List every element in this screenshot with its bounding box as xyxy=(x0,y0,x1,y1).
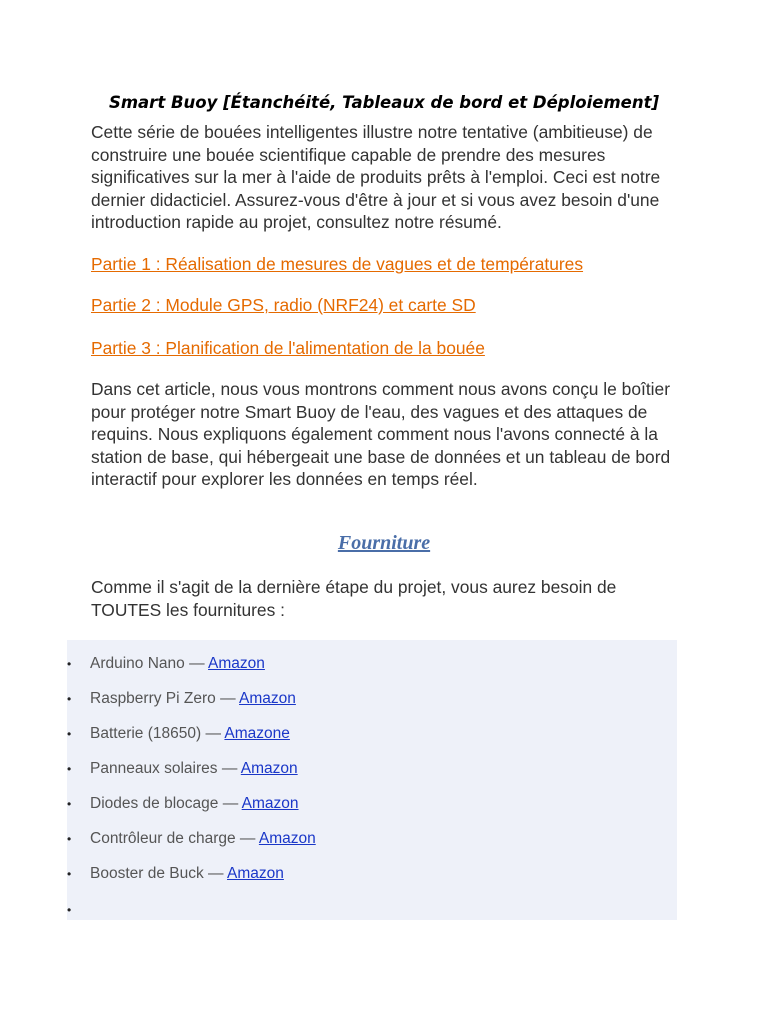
supply-name: Arduino Nano — xyxy=(90,655,209,672)
bullet-icon xyxy=(67,899,75,921)
list-item-text xyxy=(90,793,299,815)
list-item-text xyxy=(90,758,298,780)
part-3-link[interactable]: Partie 3 : Planification de l'alimentation de la bouée xyxy=(91,338,485,358)
bullet-icon xyxy=(67,653,75,675)
intro-paragraph: Cette série de bouées intelligentes illustre notre tentative (ambitieuse) de construire une bouée scientifique capable de prendre des mesures significatives sur la mer à l'aide de produits prêts à l'emploi. Ceci est notre dernier didacticiel. Assurez-vous d'être à jour et si vous avez besoin d'une introduction rapide au projet, consultez notre résumé. xyxy=(91,122,661,232)
list-item xyxy=(67,828,667,850)
document-title: Smart Buoy [Étanchéité, Tableaux de bord et Déploiement] xyxy=(108,93,660,112)
supply-link[interactable]: Amazon xyxy=(241,795,299,812)
list-item-text xyxy=(90,723,290,745)
part-3-paragraph xyxy=(91,337,485,359)
supply-name: Batterie (18650) — xyxy=(90,725,225,742)
bullet-icon xyxy=(67,793,75,815)
article-paragraph: Dans cet article, nous vous montrons comment nous avons conçu le boîtier pour protéger notre Smart Buoy de l'eau, des vagues et des attaques de requins. Nous expliquons également comment nous l'avons connecté à la station de base, qui hébergeait une base de données et un tableau de bord interactif pour explorer les données en temps réel. xyxy=(91,379,671,489)
list-item xyxy=(67,653,667,675)
supply-link[interactable]: Amazon xyxy=(227,865,284,882)
bullet-icon xyxy=(67,758,75,780)
supply-link[interactable]: Amazon xyxy=(208,655,265,672)
list-item xyxy=(67,758,667,780)
supplies-intro: Comme il s'agit de la dernière étape du projet, vous aurez besoin de TOUTES les fournitures : xyxy=(91,577,617,620)
part-1-paragraph xyxy=(91,253,583,275)
list-item-text xyxy=(90,688,296,710)
supply-name: Raspberry Pi Zero — xyxy=(90,690,240,707)
supply-name: Diodes de blocage — xyxy=(90,795,242,812)
bullet-icon xyxy=(67,863,75,885)
bullet-icon xyxy=(67,828,75,850)
part-2-link[interactable]: Partie 2 : Module GPS, radio (NRF24) et carte SD xyxy=(91,295,476,315)
list-item-text xyxy=(90,653,265,675)
supplies-heading: Fourniture xyxy=(337,532,431,554)
supply-name: Contrôleur de charge — xyxy=(90,830,259,847)
supply-name: Panneaux solaires — xyxy=(90,760,241,777)
bullet-icon xyxy=(67,723,75,745)
part-1-link[interactable]: Partie 1 : Réalisation de mesures de vagues et de températures xyxy=(91,254,584,274)
list-item xyxy=(67,793,667,815)
bullet-icon xyxy=(67,688,75,710)
supplies-list-box xyxy=(67,640,677,920)
supply-link[interactable]: Amazon xyxy=(240,760,298,777)
part-2-paragraph xyxy=(91,294,476,316)
supply-link[interactable]: Amazone xyxy=(224,725,290,742)
supply-name: Booster de Buck — xyxy=(90,865,227,882)
supply-link[interactable]: Amazon xyxy=(239,690,296,707)
list-item xyxy=(67,688,667,710)
list-item xyxy=(67,863,667,885)
list-item-text xyxy=(90,863,284,885)
list-item-empty xyxy=(67,899,667,921)
list-item-text xyxy=(90,828,316,850)
list-item xyxy=(67,723,667,745)
supply-link[interactable]: Amazon xyxy=(258,830,316,847)
